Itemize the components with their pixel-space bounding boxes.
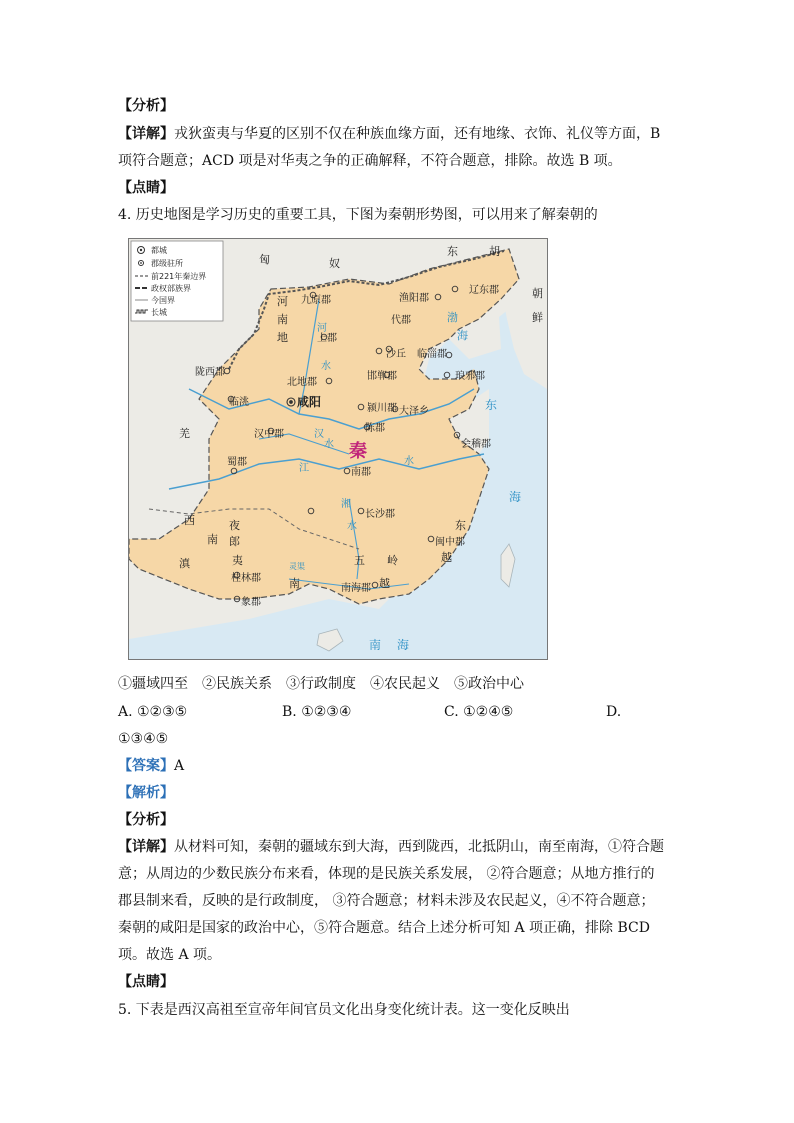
label-nu: 奴 [329,257,340,270]
fenxi-label-q4: 【分析】 [118,812,174,828]
label-handan: 邯郸郡 [367,371,397,382]
label-nanyue-yue: 越 [379,577,390,590]
xiangjie-q3-line1 [118,124,660,144]
label-nan: 南 [207,533,218,546]
label-nanhaijun: 南海郡 [341,583,371,594]
xiangjie-label-q4: 【详解】 [118,839,174,855]
label-chenjun: 陈郡 [365,423,385,434]
label-bohai-hai: 海 [457,329,468,342]
label-ling: 岭 [387,554,398,567]
xiangjie-q4-text1: 从材料可知，秦朝的疆域东到大海，西到陇西，北抵阴山，南至南海，①符合题 [174,839,664,855]
label-han-shui: 水 [324,439,334,450]
label-qiang: 羌 [179,427,190,440]
label-nanjun: 南郡 [351,467,371,478]
label-he: 河 [317,323,327,334]
dianjing-label-q3: 【点睛】 [118,180,174,196]
q4-stem: 4. 历史地图是学习历史的重要工具，下图为秦朝形势图，可以用来了解秦朝的 [118,207,598,223]
label-hu: 胡 [489,245,500,258]
qin-map-svg [129,239,547,659]
label-he-shui: 水 [321,361,331,372]
label-xianyang: 咸阳 [297,395,322,409]
label-xiang: 湘 [341,499,351,510]
label-nanhai-nan: 南 [369,638,382,652]
xiangjie-q4-line5: 项。故选 A 项。 [118,947,222,963]
label-yuyang: 渔阳郡 [399,293,429,304]
label-lang: 郎 [229,535,240,548]
label-henan-di: 地 [277,331,288,344]
label-changsha: 长沙郡 [365,509,395,520]
option-d-label: D. [606,704,622,720]
jiexi-label: 【解析】 [118,785,174,801]
label-donghai-hai: 海 [509,490,522,504]
xiangjie-label-q3: 【详解】 [118,126,174,142]
answer-line [118,756,184,776]
label-yi: 夷 [232,554,243,567]
label-minzhong: 闽中郡 [435,537,465,548]
label-dongyue-yue: 越 [441,551,452,564]
qin-dynasty-map [128,238,548,660]
label-dazexiang: 大泽乡 [399,406,429,417]
legend-modern-border: 今国界 [151,296,175,305]
label-liaodong: 辽东郡 [469,285,499,296]
label-bohai-bo: 渤 [447,311,458,324]
option-d-value: ①③④⑤ [118,731,169,747]
xiangjie-q4-line4: 秦朝的咸阳是国家的政治中心，⑤符合题意。结合上述分析可知 A 项正确，排除 BCD [118,920,650,936]
label-linzi: 临淄郡 [417,349,447,360]
label-dian: 滇 [179,557,190,570]
label-han: 汉 [314,429,324,440]
label-hanzhong: 汉中郡 [254,429,284,440]
option-a: A. ①②③⑤ [118,704,188,720]
map-legend [131,241,223,321]
label-guilin: 桂林郡 [231,573,261,584]
label-lintao: 临洮 [229,397,249,408]
label-xiangjun: 象郡 [241,597,261,608]
label-jiuyuan: 九原郡 [301,295,331,306]
label-chao: 朝 [532,287,543,300]
label-lingqu: 灵渠 [289,562,305,571]
answer-label: 【答案】 [118,758,174,774]
taiwan-land [501,544,515,587]
xiangjie-q4-line3: 郡县制来看，反映的是行政制度， ③符合题意；材料未涉及农民起义，④不符合题意； [118,893,655,909]
legend-commandery: 郡级驻所 [151,259,183,268]
label-henan-he: 河 [277,295,288,308]
label-henan-nan: 南 [277,313,288,326]
option-b: B. ①②③④ [282,704,352,720]
legend-capital: 都城 [151,246,167,255]
label-daijun: 代郡 [391,315,411,326]
label-longxi: 陇西郡 [195,367,225,378]
label-shujun: 蜀郡 [227,457,247,468]
xiangjie-q4-line1 [118,837,664,857]
label-nanhai-hai: 海 [397,638,410,652]
label-xiang-shui: 水 [347,521,357,532]
label-wu: 五 [354,554,365,567]
legend-regime-border: 政权部族界 [151,284,191,293]
label-beidi: 北地郡 [287,377,317,388]
label-jiang: 江 [299,463,309,474]
label-xian: 鲜 [532,311,543,324]
dianjing-label-q4: 【点睛】 [118,974,174,990]
label-donghai-dong: 东 [485,398,498,412]
label-dongyue-dong: 东 [455,519,466,532]
label-shangjun: 上郡 [317,333,337,344]
label-xiong: 匈 [259,253,270,266]
label-shui: 水 [404,456,414,467]
hainan-land [317,629,343,651]
label-dong: 东 [447,245,458,258]
label-shaqiu: 沙丘 [386,349,406,360]
xiangjie-q3-line2: 项符合题意；ACD 项是对华夷之争的正确解释，不符合题意，排除。故选 B 项。 [118,153,622,169]
label-yingchuan: 颍川郡 [367,403,397,414]
q5-stem: 5. 下表是西汉高祖至宣帝年间官员文化出身变化统计表。这一变化反映出 [118,1002,570,1018]
xiangjie-q3-text1: 戎狄蛮夷与华夏的区别不仅在种族血缘方面，还有地缘、衣饰、礼仪等方面，B [174,126,661,142]
fenxi-label-q3: 【分析】 [118,98,174,114]
label-xi: 西 [184,514,195,527]
label-qin: 秦 [349,441,367,462]
label-nanyue-nan: 南 [289,577,300,590]
q4-items: ①疆域四至 ②民族关系 ③行政制度 ④农民起义 ⑤政治中心 [118,676,524,692]
label-ye: 夜 [229,519,240,532]
xiangjie-q4-line2: 意；从周边的少数民族分布来看，体现的是民族关系发展， ②符合题意；从地方推行的 [118,866,655,882]
label-langya: 琅邪郡 [455,371,485,382]
legend-qin-border: 前221年秦边界 [151,272,207,281]
answer-value: A [174,758,185,774]
legend-great-wall: 长城 [151,308,167,317]
option-c: C. ①②④⑤ [444,704,514,720]
label-kuaiji: 会稽郡 [461,439,491,450]
